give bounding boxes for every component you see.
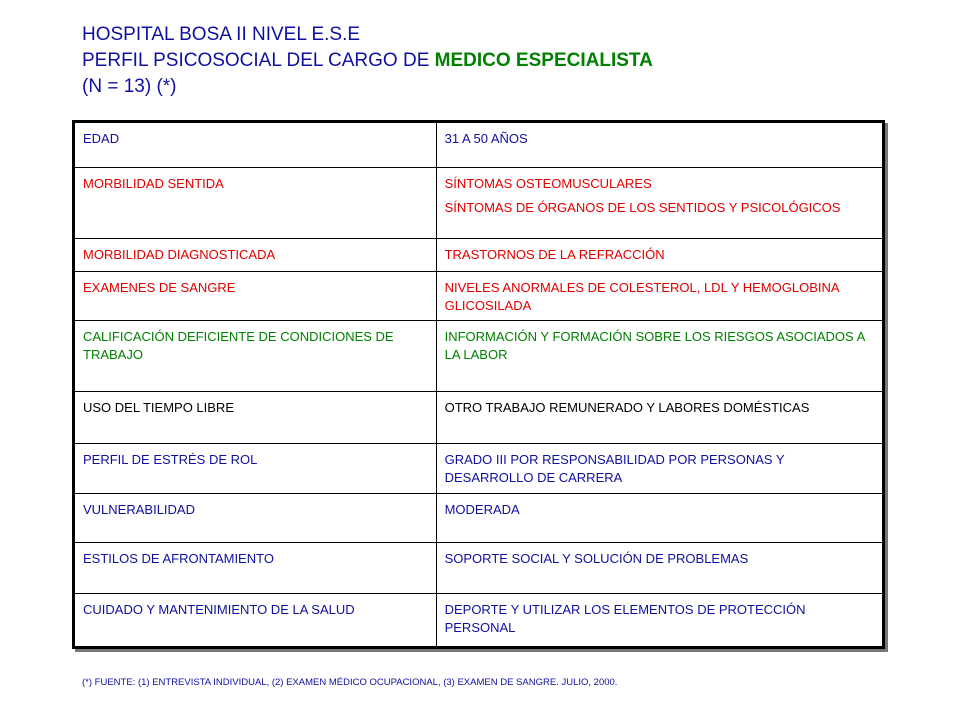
- row-value-cell: [436, 168, 883, 239]
- row-value: SOPORTE SOCIAL Y SOLUCIÓN DE PROBLEMAS: [444, 551, 749, 566]
- row-label: CALIFICACIÓN DEFICIENTE DE CONDICIONES DE TRABAJO: [74, 321, 437, 392]
- row-value: 31 A 50 AÑOS: [444, 131, 528, 146]
- row-value: SÍNTOMAS DE ÓRGANOS DE LOS SENTIDOS Y PSICOLÓGICOS: [444, 200, 841, 215]
- profile-table: [72, 120, 885, 649]
- row-label: EDAD: [74, 122, 437, 168]
- table-row: [74, 594, 884, 648]
- row-value: SÍNTOMAS OSTEOMUSCULARES: [444, 176, 652, 191]
- row-label: CUIDADO Y MANTENIMIENTO DE LA SALUD: [74, 594, 437, 648]
- table-row: [74, 272, 884, 321]
- title-line-2-prefix: PERFIL PSICOSOCIAL DEL CARGO DE: [82, 50, 435, 71]
- row-value-cell: [436, 594, 883, 648]
- table-row: [74, 494, 884, 543]
- row-value-cell: [436, 122, 883, 168]
- row-value: NIVELES ANORMALES DE COLESTEROL, LDL Y HEMOGLOBINA GLICOSILADA: [444, 280, 839, 313]
- title-line-3: (N = 13) (*): [82, 76, 177, 97]
- footnote: (*) FUENTE: (1) ENTREVISTA INDIVIDUAL, (2) EXAMEN MÉDICO OCUPACIONAL, (3) EXAMEN DE SANGRE. JULIO, 2000.: [82, 677, 618, 688]
- row-value: OTRO TRABAJO REMUNERADO Y LABORES DOMÉSTICAS: [444, 400, 810, 415]
- row-label: EXAMENES DE SANGRE: [74, 272, 437, 321]
- row-label: PERFIL DE ESTRÉS DE ROL: [74, 444, 437, 494]
- table-row: [74, 239, 884, 272]
- row-value: MODERADA: [444, 502, 520, 517]
- page-title: [82, 22, 653, 100]
- row-value-cell: [436, 392, 883, 444]
- table-row: [74, 168, 884, 239]
- row-value-cell: [436, 321, 883, 392]
- table-row: [74, 122, 884, 168]
- row-value: INFORMACIÓN Y FORMACIÓN SOBRE LOS RIESGOS ASOCIADOS A LA LABOR: [444, 329, 865, 362]
- row-value-cell: [436, 543, 883, 594]
- title-position-highlight: MEDICO ESPECIALISTA: [434, 50, 653, 71]
- row-value: GRADO III POR RESPONSABILIDAD POR PERSONAS Y DESARROLLO DE CARRERA: [444, 452, 785, 485]
- title-line-1: HOSPITAL BOSA II NIVEL E.S.E: [82, 24, 361, 45]
- row-label: ESTILOS DE AFRONTAMIENTO: [74, 543, 437, 594]
- row-value: DEPORTE Y UTILIZAR LOS ELEMENTOS DE PROTECCIÓN PERSONAL: [444, 602, 806, 635]
- row-value-cell: [436, 239, 883, 272]
- row-label: USO DEL TIEMPO LIBRE: [74, 392, 437, 444]
- row-value: TRASTORNOS DE LA REFRACCIÓN: [444, 247, 665, 262]
- row-label: MORBILIDAD SENTIDA: [74, 168, 437, 239]
- row-label: VULNERABILIDAD: [74, 494, 437, 543]
- row-value-cell: [436, 444, 883, 494]
- row-label: MORBILIDAD DIAGNOSTICADA: [74, 239, 437, 272]
- table-row: [74, 321, 884, 392]
- table-row: [74, 392, 884, 444]
- row-value-cell: [436, 494, 883, 543]
- title-line-2: [82, 48, 653, 74]
- table-row: [74, 444, 884, 494]
- row-value-cell: [436, 272, 883, 321]
- table-row: [74, 543, 884, 594]
